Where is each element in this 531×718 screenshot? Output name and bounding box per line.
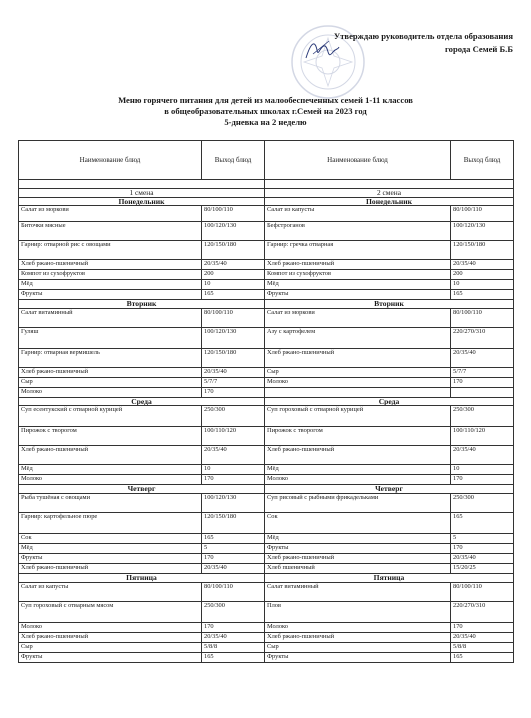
- dish-yield-right: 20/35/40: [451, 348, 514, 367]
- dish-yield-right: 15/20/25: [451, 563, 514, 573]
- shift-row: [19, 189, 514, 198]
- dish-name-right: Хлеб пшеничный: [265, 563, 451, 573]
- dish-name-left: Пирожок с творогом: [19, 427, 202, 446]
- table-row: [19, 206, 514, 222]
- table-row: [19, 260, 514, 270]
- dish-yield-right: 165: [451, 290, 514, 300]
- dish-name-right: Фрукты: [265, 290, 451, 300]
- table-row: [19, 512, 514, 533]
- dish-name-left: Салат из капусты: [19, 582, 202, 601]
- dish-name-left: Мёд: [19, 280, 202, 290]
- dish-yield-left: 20/35/40: [202, 563, 265, 573]
- dish-name-right: Хлеб ржано-пшеничный: [265, 553, 451, 563]
- dish-yield-right: 165: [451, 652, 514, 662]
- dish-name-right: Фрукты: [265, 652, 451, 662]
- table-row: [19, 327, 514, 348]
- dish-name-left: Сок: [19, 533, 202, 543]
- approval-block: [334, 30, 513, 56]
- dish-name-right: Мёд: [265, 280, 451, 290]
- table-row: [19, 427, 514, 446]
- shift-label-left: 1 смена: [19, 189, 265, 198]
- dish-yield-left: 10: [202, 465, 265, 475]
- day-title-right: Понедельник: [265, 197, 514, 206]
- day-title-row: [19, 485, 514, 494]
- dish-yield-left: 170: [202, 553, 265, 563]
- dish-name-right: Сыр: [265, 642, 451, 652]
- dish-yield-right: 100/110/120: [451, 427, 514, 446]
- spacer-row: [19, 180, 514, 189]
- dish-name-right: Хлеб ржано-пшеничный: [265, 260, 451, 270]
- table-row: [19, 652, 514, 662]
- table-row: [19, 553, 514, 563]
- dish-name-left: Фрукты: [19, 553, 202, 563]
- table-row: [19, 622, 514, 632]
- dish-name-right: Молоко: [265, 377, 451, 387]
- header-yield-right: Выход блюд: [451, 141, 514, 180]
- table-row: [19, 308, 514, 327]
- dish-yield-left: 170: [202, 387, 265, 397]
- day-title-right: Среда: [265, 397, 514, 406]
- dish-name-left: Фрукты: [19, 290, 202, 300]
- dish-yield-left: 170: [202, 475, 265, 485]
- dish-name-right: Сыр: [265, 367, 451, 377]
- table-row: [19, 387, 514, 397]
- dish-yield-left: 200: [202, 270, 265, 280]
- dish-yield-left: 100/120/130: [202, 327, 265, 348]
- dish-name-right: Азу с картофелем: [265, 327, 451, 348]
- header-row: [19, 141, 514, 180]
- day-title-left: Понедельник: [19, 197, 265, 206]
- dish-name-left: Хлеб ржано-пшеничный: [19, 446, 202, 465]
- dish-name-right: Молоко: [265, 622, 451, 632]
- table-row: [19, 290, 514, 300]
- table-row: [19, 642, 514, 652]
- dish-yield-right: 10: [451, 465, 514, 475]
- dish-name-left: Суп есентукский с отварной курицей: [19, 406, 202, 427]
- dish-yield-right: 220/270/310: [451, 327, 514, 348]
- day-title-row: [19, 197, 514, 206]
- dish-yield-right: 100/120/130: [451, 222, 514, 241]
- dish-yield-left: 5: [202, 543, 265, 553]
- approval-line-1: Утверждаю руководитель отдела образования: [333, 31, 513, 41]
- dish-yield-right: 170: [451, 543, 514, 553]
- day-title-row: [19, 300, 514, 309]
- dish-yield-right: 5: [451, 533, 514, 543]
- menu-table: [18, 140, 514, 663]
- dish-name-left: Хлеб ржано-пшеничный: [19, 563, 202, 573]
- title-line-3: 5-дневка на 2 неделю: [224, 117, 307, 128]
- table-row: [19, 241, 514, 260]
- menu-table-body: [19, 141, 514, 663]
- header-dish-left: Наименование блюд: [19, 141, 202, 180]
- table-row: [19, 280, 514, 290]
- dish-yield-left: 80/100/110: [202, 206, 265, 222]
- dish-name-right: Суп гороховый с отварной курицей: [265, 406, 451, 427]
- table-row: [19, 563, 514, 573]
- dish-name-left: Мёд: [19, 543, 202, 553]
- dish-yield-left: 5/7/7: [202, 377, 265, 387]
- dish-yield-right: 20/35/40: [451, 260, 514, 270]
- table-row: [19, 446, 514, 465]
- dish-name-right: Компот из сухофруктов: [265, 270, 451, 280]
- dish-name-left: Биточки мясные: [19, 222, 202, 241]
- dish-name-left: Салат из моркови: [19, 206, 202, 222]
- dish-yield-right: 20/35/40: [451, 632, 514, 642]
- dish-yield-right: 170: [451, 622, 514, 632]
- table-row: [19, 493, 514, 512]
- dish-name-right: Пирожок с творогом: [265, 427, 451, 446]
- dish-yield-left: 20/35/40: [202, 446, 265, 465]
- dish-name-right: Салат витаминный: [265, 582, 451, 601]
- dish-name-left: Рыба тушёная с овощами: [19, 493, 202, 512]
- dish-name-right: [265, 387, 451, 397]
- day-title-right: Четверг: [265, 485, 514, 494]
- dish-name-right: Мёд: [265, 465, 451, 475]
- dish-yield-left: 165: [202, 652, 265, 662]
- table-row: [19, 582, 514, 601]
- dish-yield-left: 250/300: [202, 601, 265, 622]
- dish-yield-right: 5/8/8: [451, 642, 514, 652]
- dish-yield-right: 10: [451, 280, 514, 290]
- shift-label-right: 2 смена: [265, 189, 514, 198]
- dish-yield-right: 80/100/110: [451, 206, 514, 222]
- dish-yield-left: 120/150/180: [202, 512, 265, 533]
- dish-yield-left: 20/35/40: [202, 367, 265, 377]
- dish-yield-left: 5/8/8: [202, 642, 265, 652]
- dish-yield-left: 10: [202, 280, 265, 290]
- dish-yield-right: 165: [451, 512, 514, 533]
- dish-name-left: Гарнир: картофельное пюре: [19, 512, 202, 533]
- dish-name-left: Компот из сухофруктов: [19, 270, 202, 280]
- dish-name-left: Гарнир: отварной рис с овощами: [19, 241, 202, 260]
- dish-name-left: Фрукты: [19, 652, 202, 662]
- dish-yield-right: 80/100/110: [451, 582, 514, 601]
- dish-name-left: Молоко: [19, 475, 202, 485]
- header-dish-right: Наименование блюд: [265, 141, 451, 180]
- table-row: [19, 222, 514, 241]
- dish-yield-left: 165: [202, 290, 265, 300]
- dish-yield-right: 20/35/40: [451, 446, 514, 465]
- dish-name-left: Салат витаминный: [19, 308, 202, 327]
- table-row: [19, 543, 514, 553]
- table-row: [19, 601, 514, 622]
- dish-name-left: Хлеб ржано-пшеничный: [19, 260, 202, 270]
- header-yield-left: Выход блюд: [202, 141, 265, 180]
- dish-yield-right: 250/300: [451, 493, 514, 512]
- dish-name-right: Суп рисовый с рыбными фрикадельками: [265, 493, 451, 512]
- title-line-2: в общеобразовательных школах г.Семей на 2023 год: [164, 106, 367, 117]
- dish-yield-right: 250/300: [451, 406, 514, 427]
- dish-yield-right: 5/7/7: [451, 367, 514, 377]
- dish-yield-right: 200: [451, 270, 514, 280]
- dish-yield-left: 250/300: [202, 406, 265, 427]
- dish-name-right: Хлеб ржано-пшеничный: [265, 348, 451, 367]
- dish-name-right: Мёд: [265, 533, 451, 543]
- dish-name-left: Суп гороховый с отварным мясом: [19, 601, 202, 622]
- day-title-left: Среда: [19, 397, 265, 406]
- dish-yield-right: 20/35/40: [451, 553, 514, 563]
- table-row: [19, 406, 514, 427]
- table-row: [19, 465, 514, 475]
- table-row: [19, 533, 514, 543]
- dish-name-left: Молоко: [19, 622, 202, 632]
- dish-name-right: Плов: [265, 601, 451, 622]
- dish-name-right: Бефстроганов: [265, 222, 451, 241]
- dish-name-right: Салат из моркови: [265, 308, 451, 327]
- table-row: [19, 475, 514, 485]
- dish-yield-left: 100/110/120: [202, 427, 265, 446]
- dish-yield-right: [451, 387, 514, 397]
- dish-name-right: Молоко: [265, 475, 451, 485]
- day-title-right: Пятница: [265, 573, 514, 582]
- dish-name-right: Хлеб ржано-пшеничный: [265, 446, 451, 465]
- table-row: [19, 348, 514, 367]
- day-title-row: [19, 573, 514, 582]
- day-title-left: Пятница: [19, 573, 265, 582]
- dish-name-left: Гарнир: отварная вермишель: [19, 348, 202, 367]
- day-title-left: Четверг: [19, 485, 265, 494]
- dish-yield-left: 120/150/180: [202, 348, 265, 367]
- dish-name-left: Сыр: [19, 377, 202, 387]
- spacer-left: [19, 180, 265, 189]
- dish-yield-left: 165: [202, 533, 265, 543]
- table-row: [19, 367, 514, 377]
- dish-yield-left: 170: [202, 622, 265, 632]
- dish-yield-left: 100/120/130: [202, 493, 265, 512]
- dish-yield-right: 170: [451, 377, 514, 387]
- dish-yield-left: 20/35/40: [202, 632, 265, 642]
- dish-name-left: Сыр: [19, 642, 202, 652]
- dish-yield-left: 120/150/180: [202, 241, 265, 260]
- title-line-1: Меню горячего питания для детей из малообеспеченных семей 1-11 классов: [118, 95, 413, 105]
- dish-yield-left: 100/120/130: [202, 222, 265, 241]
- dish-name-left: Гуляш: [19, 327, 202, 348]
- dish-name-left: Хлеб ржано-пшеничный: [19, 632, 202, 642]
- table-row: [19, 632, 514, 642]
- dish-name-right: Фрукты: [265, 543, 451, 553]
- day-title-row: [19, 397, 514, 406]
- dish-yield-right: 170: [451, 475, 514, 485]
- day-title-right: Вторник: [265, 300, 514, 309]
- document-title: [0, 95, 531, 129]
- dish-yield-left: 80/100/110: [202, 582, 265, 601]
- table-row: [19, 377, 514, 387]
- dish-name-right: Сок: [265, 512, 451, 533]
- dish-yield-right: 220/270/310: [451, 601, 514, 622]
- dish-yield-right: 80/100/110: [451, 308, 514, 327]
- dish-yield-left: 20/35/40: [202, 260, 265, 270]
- dish-name-left: Молоко: [19, 387, 202, 397]
- day-title-left: Вторник: [19, 300, 265, 309]
- spacer-right: [265, 180, 514, 189]
- dish-yield-right: 120/150/180: [451, 241, 514, 260]
- dish-name-right: Салат из капусты: [265, 206, 451, 222]
- dish-name-right: Гарнир: гречка отварная: [265, 241, 451, 260]
- table-row: [19, 270, 514, 280]
- dish-name-left: Мёд: [19, 465, 202, 475]
- dish-yield-left: 80/100/110: [202, 308, 265, 327]
- approval-line-2: города Семей Б.Б: [444, 44, 513, 54]
- dish-name-left: Хлеб ржано-пшеничный: [19, 367, 202, 377]
- dish-name-right: Хлеб ржано-пшеничный: [265, 632, 451, 642]
